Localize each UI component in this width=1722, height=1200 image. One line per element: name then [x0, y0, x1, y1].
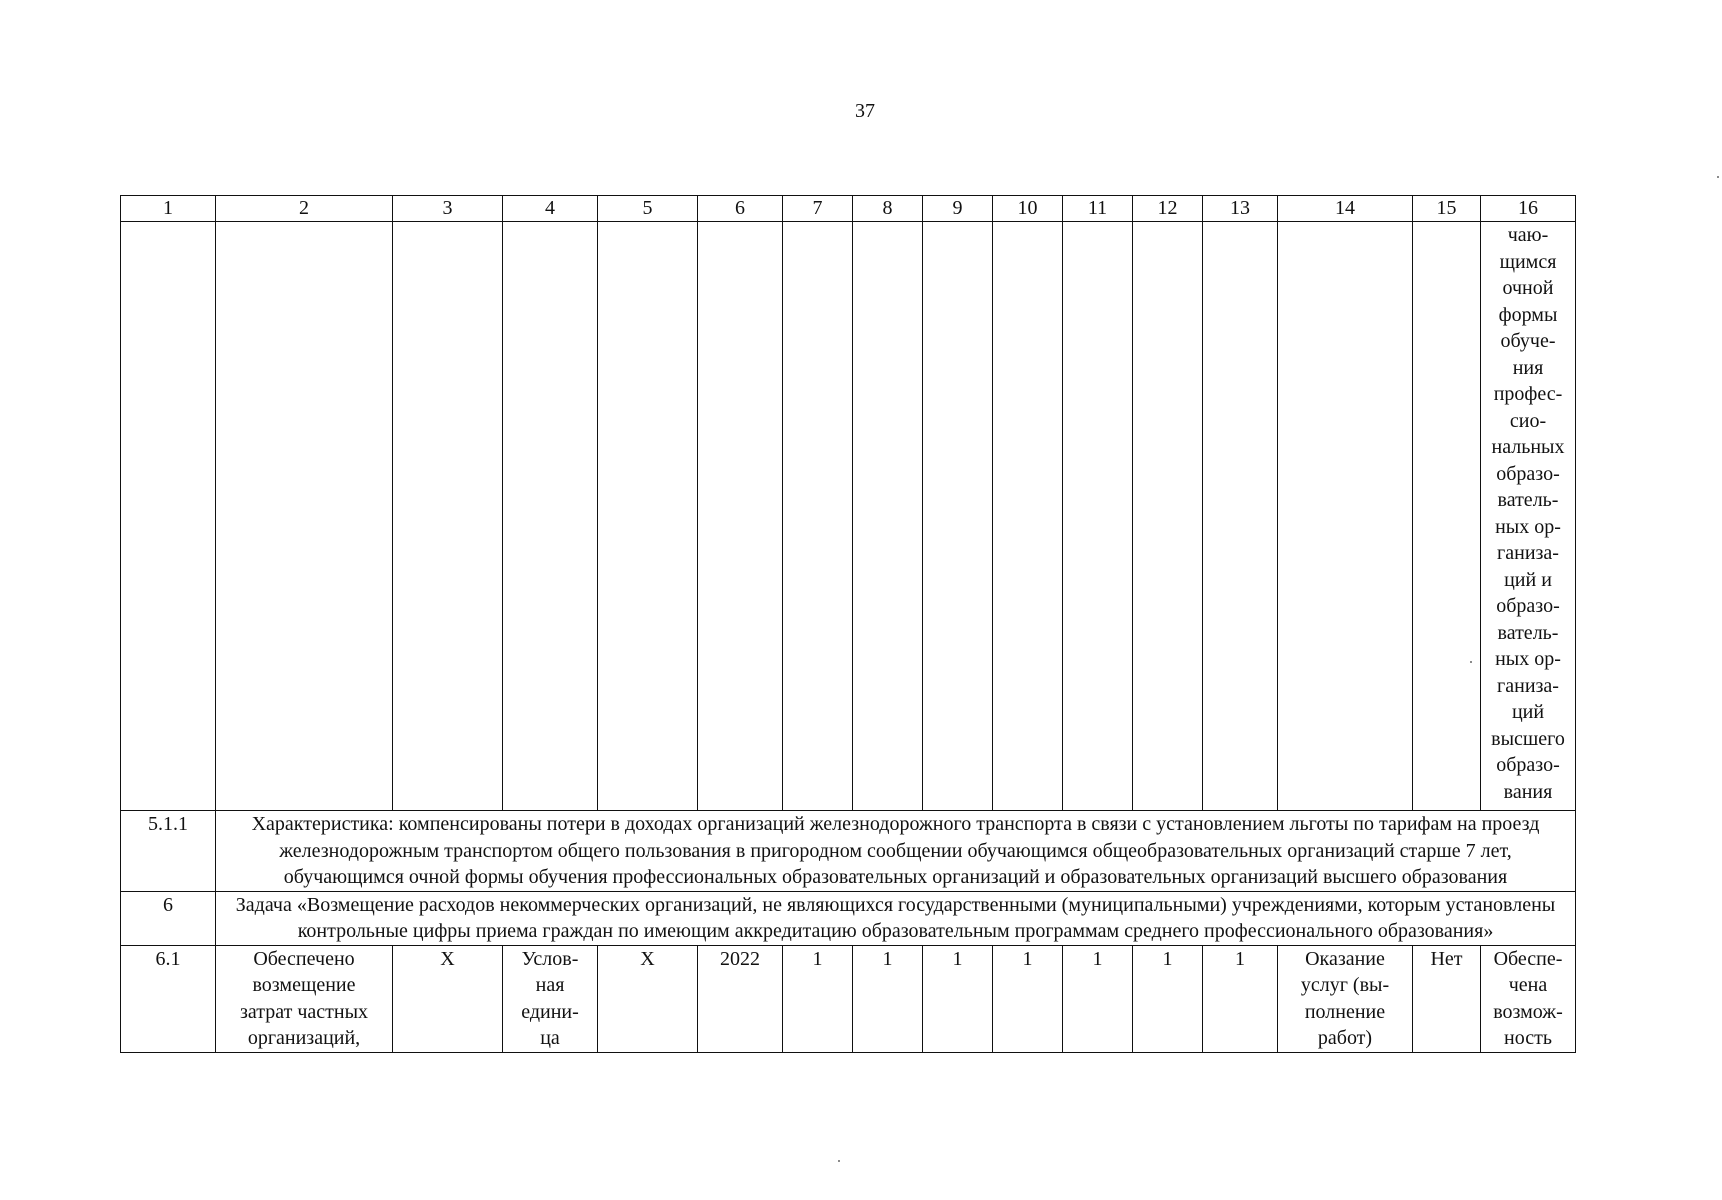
header-cell: 10: [993, 196, 1063, 222]
characteristic-text-cell: Характеристика: компенсированы потери в доходах организаций железнодорожного транспорта в связи с установлением льготы по тарифам на проезд железнодорожным транспортом общего пользования в пригородном сообщении обучающимся общеобразовательных организаций старше 7 лет, обучающимся очной формы обучения профессиональных образовательных организаций и образовательных организаций высшего образования: [216, 811, 1576, 892]
empty-cell: [783, 222, 853, 811]
type-cell: Оказание услуг (вы- полнение работ): [1278, 945, 1413, 1052]
empty-cell: [1133, 222, 1203, 811]
header-cell: 11: [1063, 196, 1133, 222]
scan-speck: [1717, 176, 1719, 178]
table-cell: Х: [393, 945, 503, 1052]
header-cell: 12: [1133, 196, 1203, 222]
row-number-cell: 6.1: [121, 945, 216, 1052]
value-cell: 1: [1203, 945, 1278, 1052]
empty-cell: [503, 222, 598, 811]
unit-cell: Услов- ная едини- ца: [503, 945, 598, 1052]
empty-cell: [923, 222, 993, 811]
value-cell: 1: [993, 945, 1063, 1052]
header-cell: 13: [1203, 196, 1278, 222]
value-cell: 1: [853, 945, 923, 1052]
header-cell: 5: [598, 196, 698, 222]
task-text-cell: Задача «Возмещение расходов некоммерческих организаций, не являющихся государственными (муниципальными) учреждениями, которым установлены контрольные цифры приема граждан по имеющим аккредитацию образовательным программам среднего профессионального образования»: [216, 891, 1576, 945]
header-cell: 2: [216, 196, 393, 222]
value-cell: 1: [923, 945, 993, 1052]
value-cell: 1: [1133, 945, 1203, 1052]
header-cell: 9: [923, 196, 993, 222]
empty-cell: [598, 222, 698, 811]
row-number-cell: 6: [121, 891, 216, 945]
scan-speck: [1470, 661, 1472, 663]
header-cell: 15: [1413, 196, 1481, 222]
empty-cell: [1063, 222, 1133, 811]
continuation-row: [121, 222, 1576, 811]
table-header-row: [121, 196, 1576, 222]
value-cell: 1: [1063, 945, 1133, 1052]
empty-cell: [1278, 222, 1413, 811]
row-6: [121, 891, 1576, 945]
result-name-cell: Обеспечено возмещение затрат частных организаций,: [216, 945, 393, 1052]
table-cell: Х: [598, 945, 698, 1052]
empty-cell: [1413, 222, 1481, 811]
header-cell: 6: [698, 196, 783, 222]
header-cell: 3: [393, 196, 503, 222]
empty-cell: [393, 222, 503, 811]
flag-cell: Нет: [1413, 945, 1481, 1052]
empty-cell: [853, 222, 923, 811]
row-5-1-1: [121, 811, 1576, 892]
document-table: [120, 195, 1576, 1053]
year-cell: 2022: [698, 945, 783, 1052]
row-6-1: [121, 945, 1576, 1052]
scan-speck: [838, 1160, 840, 1162]
row-number-cell: 5.1.1: [121, 811, 216, 892]
header-cell: 7: [783, 196, 853, 222]
empty-cell: [993, 222, 1063, 811]
value-cell: 1: [783, 945, 853, 1052]
characteristic-cell: Обеспе- чена возмож- ность: [1481, 945, 1576, 1052]
empty-cell: [698, 222, 783, 811]
empty-cell: [216, 222, 393, 811]
empty-cell: [1203, 222, 1278, 811]
header-cell: 8: [853, 196, 923, 222]
header-cell: 14: [1278, 196, 1413, 222]
header-cell: 16: [1481, 196, 1576, 222]
page-number: 37: [855, 100, 875, 122]
empty-cell: [121, 222, 216, 811]
continuation-text-cell: чаю- щимся очной формы обуче- ния профес- сио- нальных образо- ватель- ных ор- ганиза- ций и образо- ватель- ных ор- ганиза- ций высшего образо- вания: [1481, 222, 1576, 811]
header-cell: 4: [503, 196, 598, 222]
header-cell: 1: [121, 196, 216, 222]
